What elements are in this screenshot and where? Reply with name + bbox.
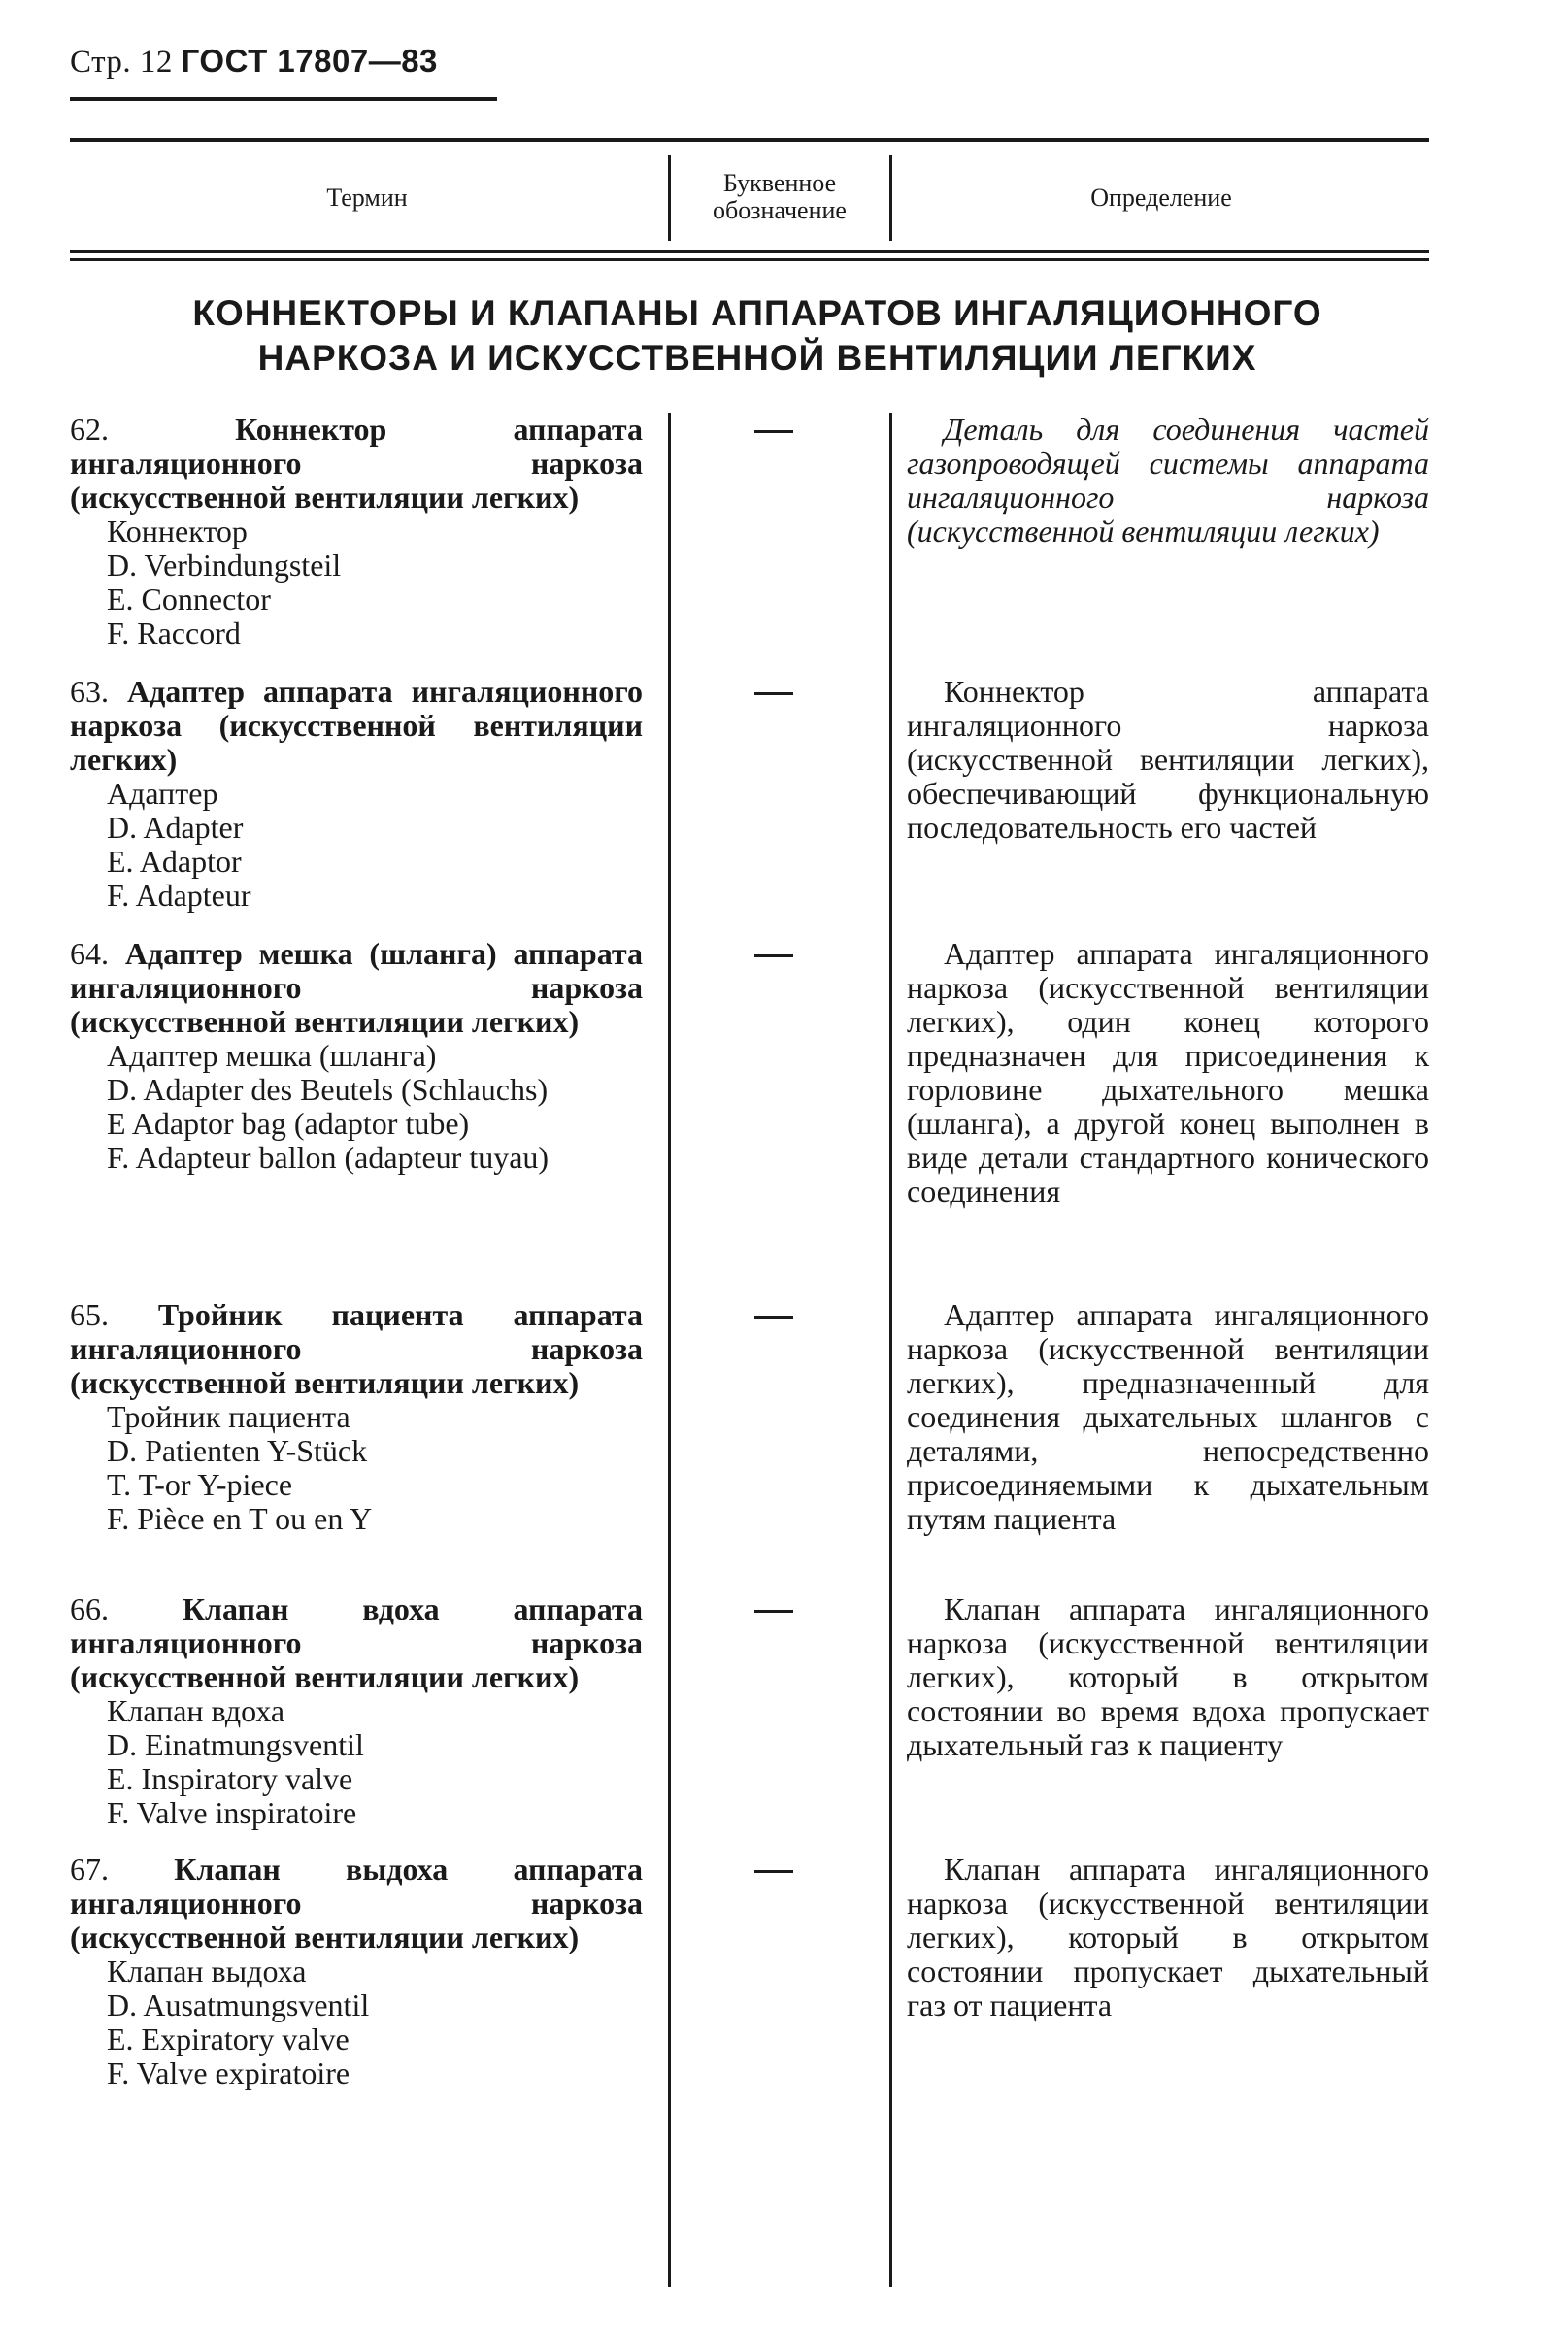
term-synonym: Клапан выдоха [107, 1954, 307, 1988]
term-cell [70, 1592, 643, 1830]
term-english: T. T-or Y-piece [107, 1467, 293, 1502]
term-english: E Adaptor bag (adaptor tube) [107, 1106, 470, 1141]
symbol-dash [754, 954, 793, 957]
term-title: Адаптер аппарата ингаляционного наркоза (искусственной вентиляции легких) [70, 674, 643, 777]
term-english: E. Expiratory valve [107, 2021, 350, 2056]
term-english: E. Inspiratory valve [107, 1761, 353, 1796]
section-title-line1: КОННЕКТОРЫ И КЛАПАНЫ АППАРАТОВ ИНГАЛЯЦИОННОГО [192, 293, 1322, 333]
term-german: D. Adapter des Beutels (Schlauchs) [107, 1072, 549, 1107]
term-title: Коннектор аппарата ингаляционного наркоза (искусственной вентиляции легких) [70, 412, 643, 515]
symbol-dash [754, 692, 793, 695]
definition-cell: Адаптер аппарата ингаляционного наркоза (искусственной вентиляции легких), предназначенный для соединения дыхательных шлангов с деталями, непосредственно присоединяемыми к дыхательным путям пациента [907, 1297, 1429, 1536]
section-title-line2: НАРКОЗА И ИСКУССТВЕННОЙ ВЕНТИЛЯЦИИ ЛЕГКИХ [257, 338, 1257, 378]
definition-cell: Клапан аппарата ингаляционного наркоза (искусственной вентиляции легких), который в открытом состоянии во время вдоха пропускает дыхательный газ к пациенту [907, 1591, 1429, 1762]
definition-cell: Деталь для соединения частей газопроводящей системы аппарата ингаляционного наркоза (искусственной вентиляции легких) [907, 412, 1429, 549]
section-title [97, 291, 1418, 381]
entry-number: 66. [70, 1591, 109, 1626]
term-synonym: Адаптер [107, 776, 218, 811]
term-french: F. Raccord [107, 616, 241, 651]
term-german: D. Patienten Y-Stück [107, 1433, 368, 1468]
definition-cell: Адаптер аппарата ингаляционного наркоза (искусственной вентиляции легких), один конец которого предназначен для присоединения к горловине дыхательного мешка (шланга), а другой конец выполнен в виде детали стандартного конического соединения [907, 936, 1429, 1209]
symbol-dash [754, 1610, 793, 1613]
symbol-dash [754, 1316, 793, 1319]
term-cell [70, 1853, 643, 2090]
column-header-symbol-line2: обозначение [713, 196, 847, 224]
column-header-term: Термин [326, 184, 408, 212]
column-separator [889, 413, 892, 2287]
page-header [70, 43, 438, 81]
term-german: D. Einatmungsventil [107, 1727, 364, 1762]
term-german: D. Adapter [107, 810, 244, 845]
term-cell [70, 1298, 643, 1536]
standard-code: ГОСТ 17807—83 [181, 43, 438, 79]
column-header-symbol [674, 170, 885, 224]
entry-number: 63. [70, 674, 109, 709]
term-title: Адаптер мешка (шланга) аппарата ингаляционного наркоза (искусственной вентиляции легких) [70, 936, 644, 1039]
term-cell [70, 675, 643, 913]
term-cell [70, 413, 643, 651]
term-french: F. Adapteur ballon (adapteur tuyau) [107, 1140, 550, 1175]
definition-cell: Коннектор аппарата ингаляционного наркоза (искусственной вентиляции легких), обеспечивающий функциональную последовательность его частей [907, 674, 1429, 845]
term-german: D. Verbindungsteil [107, 548, 342, 583]
term-french: F. Valve inspiratoire [107, 1795, 357, 1830]
term-english: E. Connector [107, 582, 271, 617]
entry-number: 65. [70, 1297, 109, 1332]
term-synonym: Тройник пациента [107, 1399, 350, 1434]
term-english: E. Adaptor [107, 844, 242, 879]
term-title: Клапан вдоха аппарата ингаляционного наркоза (искусственной вентиляции легких) [70, 1591, 644, 1694]
column-header-definition: Определение [1090, 184, 1232, 212]
column-separator [668, 413, 671, 2287]
column-separator [668, 155, 671, 241]
term-german: D. Ausatmungsventil [107, 1987, 370, 2022]
entry-number: 62. [70, 412, 109, 447]
term-cell [70, 937, 643, 1175]
page-number: Стр. 12 [70, 45, 173, 80]
term-synonym: Клапан вдоха [107, 1693, 285, 1728]
table-head-rule [70, 258, 1429, 261]
term-synonym: Коннектор [107, 514, 248, 549]
entry-number: 64. [70, 936, 109, 971]
column-header-symbol-line1: Буквенное [722, 169, 837, 197]
table-top-rule [70, 138, 1429, 142]
term-french: F. Valve expiratoire [107, 2055, 350, 2090]
term-synonym: Адаптер мешка (шланга) [107, 1038, 437, 1073]
header-rule [70, 97, 497, 101]
column-separator [889, 155, 892, 241]
symbol-dash [754, 430, 793, 433]
table-head-rule [70, 250, 1429, 253]
term-french: F. Adapteur [107, 878, 251, 913]
entry-number: 67. [70, 1852, 109, 1887]
definition-cell: Клапан аппарата ингаляционного наркоза (искусственной вентиляции легких), который в открытом состоянии пропускает дыхательный газ от пациента [907, 1852, 1429, 2022]
term-title: Тройник пациента аппарата ингаляционного наркоза (искусственной вентиляции легких) [70, 1297, 644, 1400]
term-title: Клапан выдоха аппарата ингаляционного наркоза (искусственной вентиляции легких) [70, 1852, 644, 1954]
symbol-dash [754, 1870, 793, 1873]
term-french: F. Pièce en T ou en Y [107, 1501, 373, 1536]
